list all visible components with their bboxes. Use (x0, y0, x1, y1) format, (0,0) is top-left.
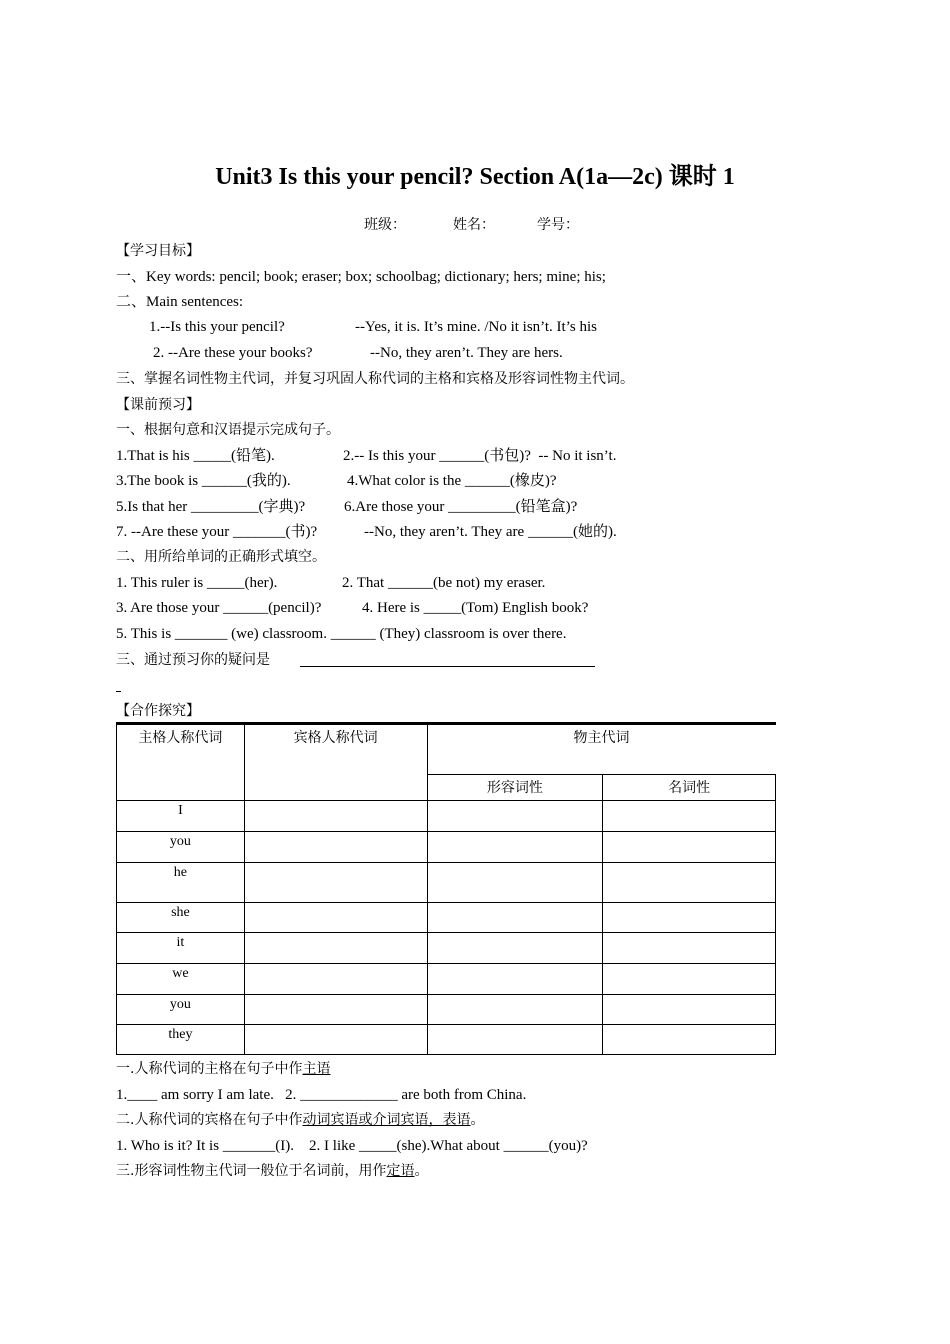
exercise-4: 4. Here is _____(Tom) English book? (362, 600, 589, 616)
question-2: 2.-- Is this your ______(书包)? -- No it isn’t. (343, 448, 617, 464)
question-answer-line[interactable] (300, 666, 595, 667)
header-adjective-form: 形容词性 (427, 775, 603, 801)
note-2-text: 二.人称代词的宾格在句子中作 (116, 1112, 303, 1128)
exercise-2: 2. That ______(be not) my eraser. (342, 575, 546, 591)
number-label: 学号： (537, 217, 579, 233)
answer-cell[interactable] (244, 964, 427, 995)
exercise-5: 5. This is _______ (we) classroom. ______ (They) classroom is over there. (116, 626, 567, 642)
sentence-1-a: --Yes, it is. It’s mine. /No it isn’t. It’s his (355, 319, 597, 335)
pronoun-table (116, 722, 776, 1055)
pronoun-cell: you (117, 832, 245, 863)
header-object-pronoun: 宾格人称代词 (244, 724, 427, 801)
name-label: 姓名： (453, 217, 495, 233)
pronoun-cell: I (117, 801, 245, 832)
answer-cell[interactable] (244, 863, 427, 903)
header-subject-pronoun: 主格人称代词 (117, 724, 245, 801)
sentence-2-a: --No, they aren’t. They are hers. (370, 345, 563, 361)
table-row (117, 863, 776, 903)
page-title: Unit3 Is this your pencil? Section A(1a—2c) 课时 1 (215, 164, 735, 190)
preview-part-3: 三、通过预习你的疑问是 (116, 652, 270, 668)
note-3-text: 三.形容词性物主代词一般位于名词前，用作 (116, 1163, 387, 1179)
question-7-answer: --No, they aren’t. They are ______(她的). (364, 524, 617, 540)
question-6: 6.Are those your _________(铅笔盒)? (344, 499, 578, 515)
preview-part-2: 二、用所给单词的正确形式填空。 (116, 549, 326, 565)
pronoun-cell: you (117, 995, 245, 1025)
question-7: 7. --Are these your _______(书)? (116, 524, 318, 540)
preview-heading: 【课前预习】 (116, 397, 200, 413)
question-1: 1.That is his _____(铅笔). (116, 448, 275, 464)
pronoun-cell: we (117, 964, 245, 995)
question-5: 5.Is that her _________(字典)? (116, 499, 306, 515)
answer-cell[interactable] (244, 832, 427, 863)
explore-heading: 【合作探究】 (116, 703, 200, 719)
table-row (117, 995, 776, 1025)
answer-cell[interactable] (603, 801, 776, 832)
answer-cell[interactable] (427, 801, 603, 832)
pronoun-cell: they (117, 1025, 245, 1055)
answer-cell[interactable] (603, 995, 776, 1025)
answer-cell[interactable] (603, 1025, 776, 1055)
header-noun-form: 名词性 (603, 775, 776, 801)
answer-cell[interactable] (603, 903, 776, 933)
answer-cell[interactable] (427, 964, 603, 995)
note-2-exercise: 1. Who is it? It is _______(I). 2. I like _____(she).What about ______(you)? (116, 1138, 588, 1154)
note-1-exercise: 1.____ am sorry I am late. 2. _____________ are both from China. (116, 1087, 527, 1103)
note-1-key: 主语 (302, 1061, 331, 1077)
answer-cell[interactable] (603, 832, 776, 863)
table-row (117, 964, 776, 995)
preview-part-1: 一、根据句意和汉语提示完成句子。 (116, 422, 340, 438)
sentence-2-q: 2. --Are these your books? (153, 345, 313, 361)
table-row (117, 1025, 776, 1055)
table-row (117, 801, 776, 832)
answer-cell[interactable] (603, 933, 776, 964)
goals-heading: 【学习目标】 (116, 243, 200, 259)
answer-cell[interactable] (427, 995, 603, 1025)
class-label: 班级： (364, 217, 406, 233)
answer-cell[interactable] (427, 863, 603, 903)
exercise-3: 3. Are those your ______(pencil)? (116, 600, 322, 616)
table-row (117, 903, 776, 933)
answer-cell[interactable] (427, 903, 603, 933)
note-2-end: 。 (470, 1112, 485, 1128)
answer-cell[interactable] (244, 1025, 427, 1055)
answer-cell[interactable] (244, 903, 427, 933)
note-2-key: 动词宾语或介词宾语，表语 (302, 1112, 471, 1128)
key-words: 一、Key words: pencil; book; eraser; box; schoolbag; dictionary; hers; mine; his; (116, 269, 606, 285)
note-3-end: 。 (414, 1163, 429, 1179)
goal-3: 三、掌握名词性物主代词，并复习巩固人称代词的主格和宾格及形容词性物主代词。 (116, 371, 634, 387)
table-row (117, 832, 776, 863)
note-2 (116, 1111, 484, 1129)
question-3: 3.The book is ______(我的). (116, 473, 291, 489)
answer-cell[interactable] (427, 1025, 603, 1055)
answer-cell[interactable] (244, 995, 427, 1025)
table-row (117, 933, 776, 964)
dash-mark (116, 691, 121, 692)
question-4: 4.What color is the ______(橡皮)? (347, 473, 557, 489)
answer-cell[interactable] (244, 933, 427, 964)
answer-cell[interactable] (427, 933, 603, 964)
main-sentences-label: 二、Main sentences: (116, 294, 244, 310)
answer-cell[interactable] (603, 964, 776, 995)
note-1 (116, 1060, 330, 1078)
note-1-text: 一.人称代词的主格在句子中作 (116, 1061, 303, 1077)
note-3 (116, 1162, 428, 1180)
header-possessive: 物主代词 (427, 724, 775, 775)
answer-cell[interactable] (427, 832, 603, 863)
pronoun-cell: she (117, 903, 245, 933)
answer-cell[interactable] (603, 863, 776, 903)
exercise-1: 1. This ruler is _____(her). (116, 575, 278, 591)
pronoun-cell: it (117, 933, 245, 964)
note-3-key: 定语 (386, 1163, 415, 1179)
pronoun-cell: he (117, 863, 245, 903)
answer-cell[interactable] (244, 801, 427, 832)
sentence-1-q: 1.--Is this your pencil? (149, 319, 285, 335)
